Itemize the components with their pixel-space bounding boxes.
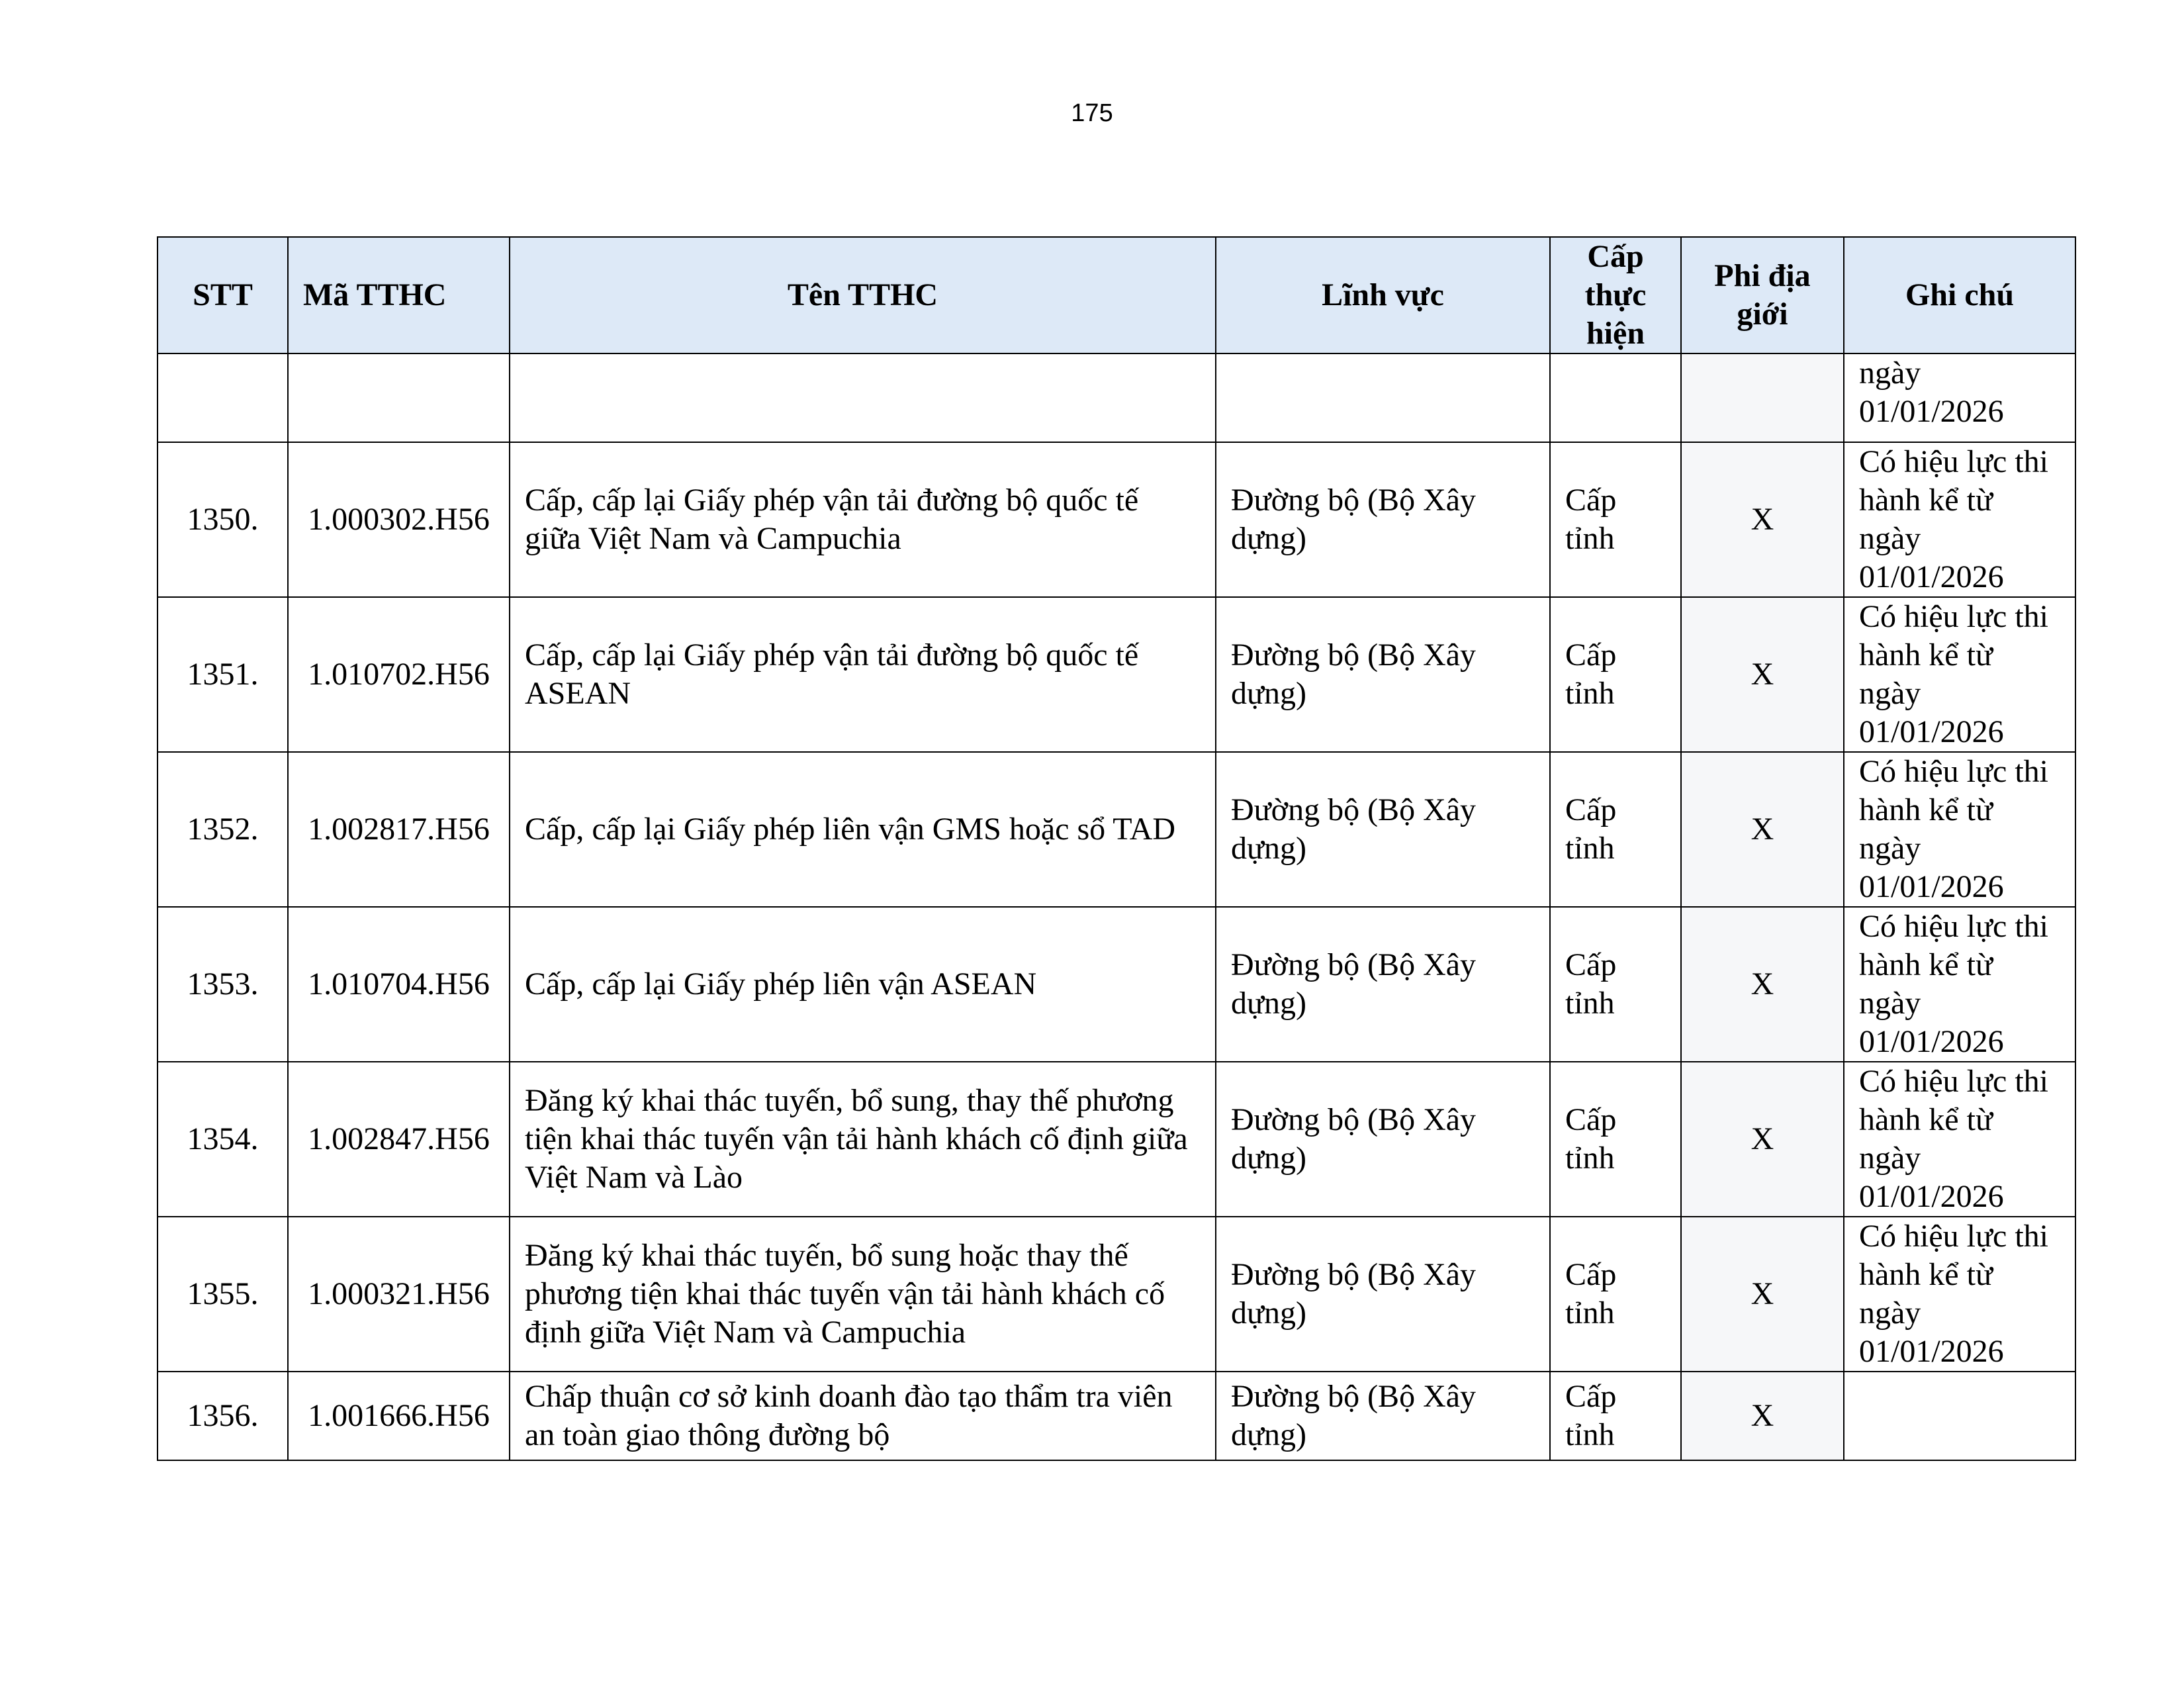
cell-linh-vuc: Đường bộ (Bộ Xây dựng) <box>1216 597 1550 752</box>
table-header-row <box>158 237 2075 353</box>
table-row <box>158 752 2075 907</box>
cell-cap: Cấp tỉnh <box>1550 752 1681 907</box>
cell-linh-vuc: Đường bộ (Bộ Xây dựng) <box>1216 1372 1550 1460</box>
table-row <box>158 1217 2075 1372</box>
cell-stt: 1354. <box>158 1062 288 1217</box>
cell-ghi-chu: ngày 01/01/2026 <box>1844 353 2075 442</box>
cell-ten: Chấp thuận cơ sở kinh doanh đào tạo thẩm tra viên an toàn giao thông đường bộ <box>510 1372 1216 1460</box>
header-linh-vuc: Lĩnh vực <box>1216 237 1550 353</box>
cell-phi: X <box>1681 907 1844 1062</box>
header-ma-tthc: Mã TTHC <box>288 237 510 353</box>
cell-ghi-chu: Có hiệu lực thi hành kể từ ngày 01/01/2026 <box>1844 597 2075 752</box>
cell-cap: Cấp tỉnh <box>1550 442 1681 597</box>
table-row-continuation <box>158 353 2075 442</box>
cell-ghi-chu: Có hiệu lực thi hành kể từ ngày 01/01/2026 <box>1844 752 2075 907</box>
cell-stt: 1353. <box>158 907 288 1062</box>
cell-ma: 1.000302.H56 <box>288 442 510 597</box>
cell-cap: Cấp tỉnh <box>1550 907 1681 1062</box>
cell-ten <box>510 353 1216 442</box>
cell-phi <box>1681 353 1844 442</box>
cell-phi: X <box>1681 1062 1844 1217</box>
cell-linh-vuc: Đường bộ (Bộ Xây dựng) <box>1216 1062 1550 1217</box>
cell-linh-vuc: Đường bộ (Bộ Xây dựng) <box>1216 1217 1550 1372</box>
header-cap-thuc-hien: Cấp thực hiện <box>1550 237 1681 353</box>
cell-ten: Đăng ký khai thác tuyến, bổ sung hoặc thay thế phương tiện khai thác tuyến vận tải hành khách cố định giữa Việt Nam và Campuchia <box>510 1217 1216 1372</box>
cell-ma: 1.000321.H56 <box>288 1217 510 1372</box>
table-row <box>158 1062 2075 1217</box>
cell-phi: X <box>1681 1372 1844 1460</box>
cell-linh-vuc: Đường bộ (Bộ Xây dựng) <box>1216 752 1550 907</box>
table-row <box>158 1372 2075 1460</box>
table-row <box>158 597 2075 752</box>
cell-ten: Cấp, cấp lại Giấy phép vận tải đường bộ quốc tế ASEAN <box>510 597 1216 752</box>
cell-stt: 1351. <box>158 597 288 752</box>
header-ten-tthc: Tên TTHC <box>510 237 1216 353</box>
cell-cap: Cấp tỉnh <box>1550 1372 1681 1460</box>
cell-ghi-chu <box>1844 1372 2075 1460</box>
cell-stt: 1356. <box>158 1372 288 1460</box>
header-phi-dia-gioi: Phi địa giới <box>1681 237 1844 353</box>
cell-ma <box>288 353 510 442</box>
header-stt: STT <box>158 237 288 353</box>
cell-ma: 1.002817.H56 <box>288 752 510 907</box>
cell-ma: 1.001666.H56 <box>288 1372 510 1460</box>
cell-linh-vuc: Đường bộ (Bộ Xây dựng) <box>1216 907 1550 1062</box>
cell-stt: 1350. <box>158 442 288 597</box>
cell-stt <box>158 353 288 442</box>
table-row <box>158 442 2075 597</box>
cell-phi: X <box>1681 752 1844 907</box>
cell-phi: X <box>1681 597 1844 752</box>
cell-ma: 1.010702.H56 <box>288 597 510 752</box>
cell-ghi-chu: Có hiệu lực thi hành kể từ ngày 01/01/2026 <box>1844 442 2075 597</box>
cell-linh-vuc <box>1216 353 1550 442</box>
procedures-table <box>157 236 2076 1461</box>
cell-ghi-chu: Có hiệu lực thi hành kể từ ngày 01/01/2026 <box>1844 1217 2075 1372</box>
cell-cap <box>1550 353 1681 442</box>
cell-ten: Đăng ký khai thác tuyến, bổ sung, thay thế phương tiện khai thác tuyến vận tải hành khách cố định giữa Việt Nam và Lào <box>510 1062 1216 1217</box>
cell-stt: 1352. <box>158 752 288 907</box>
cell-ghi-chu: Có hiệu lực thi hành kể từ ngày 01/01/2026 <box>1844 1062 2075 1217</box>
cell-cap: Cấp tỉnh <box>1550 1062 1681 1217</box>
cell-phi: X <box>1681 442 1844 597</box>
cell-cap: Cấp tỉnh <box>1550 1217 1681 1372</box>
cell-ghi-chu: Có hiệu lực thi hành kể từ ngày 01/01/2026 <box>1844 907 2075 1062</box>
cell-linh-vuc: Đường bộ (Bộ Xây dựng) <box>1216 442 1550 597</box>
cell-ten: Cấp, cấp lại Giấy phép liên vận GMS hoặc sổ TAD <box>510 752 1216 907</box>
cell-ma: 1.002847.H56 <box>288 1062 510 1217</box>
cell-ma: 1.010704.H56 <box>288 907 510 1062</box>
cell-stt: 1355. <box>158 1217 288 1372</box>
page-number: 175 <box>1071 99 1113 127</box>
header-ghi-chu: Ghi chú <box>1844 237 2075 353</box>
table-row <box>158 907 2075 1062</box>
cell-cap: Cấp tỉnh <box>1550 597 1681 752</box>
cell-phi: X <box>1681 1217 1844 1372</box>
cell-ten: Cấp, cấp lại Giấy phép liên vận ASEAN <box>510 907 1216 1062</box>
cell-ten: Cấp, cấp lại Giấy phép vận tải đường bộ quốc tế giữa Việt Nam và Campuchia <box>510 442 1216 597</box>
